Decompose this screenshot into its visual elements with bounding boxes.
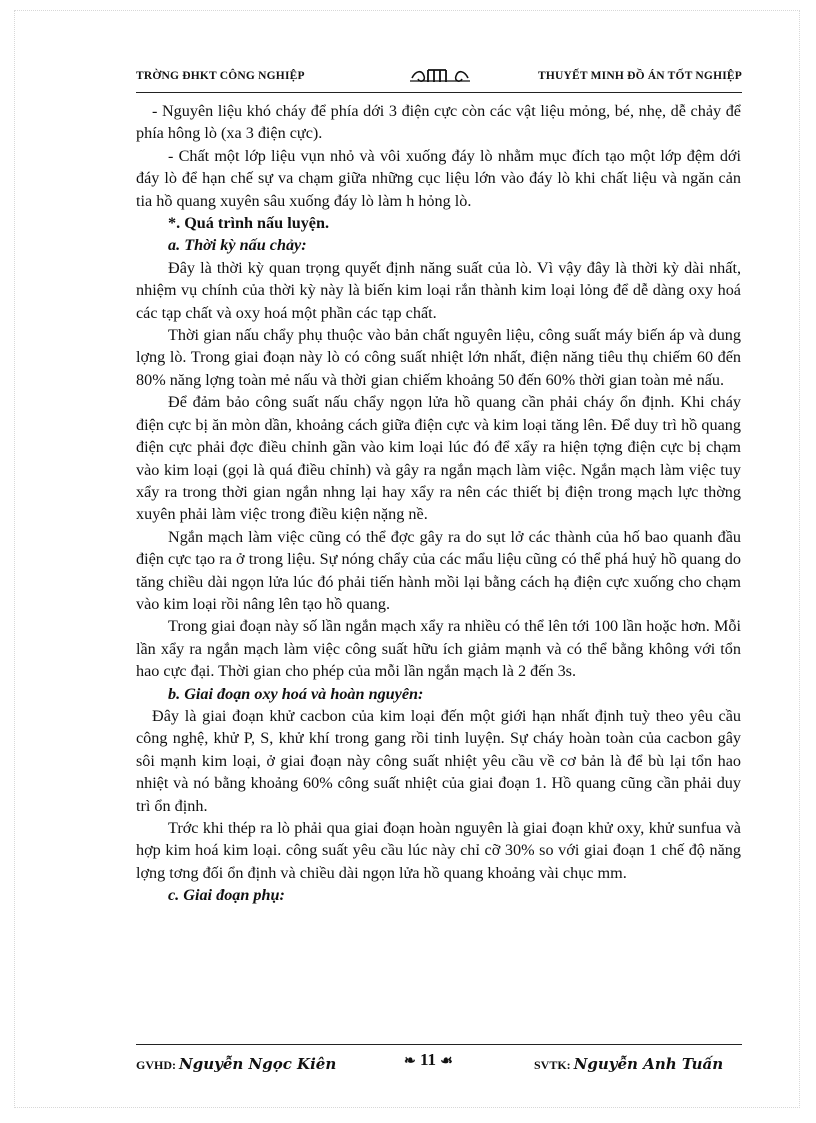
- student-label: SVTK:: [534, 1058, 571, 1072]
- supervisor-name: Nguyễn Ngọc Kiên: [179, 1055, 337, 1073]
- paragraph: Ngắn mạch làm việc cũng có thể đợc gây ra do sụt lở các thành của hố bao quanh đầu điện cực tạo ra ở trong liệu. Sự nóng chẩy của các mẩu liệu cũng có thể phá huỷ hồ quang do tăng chiều dài ngọn lửa lúc đó phải tiến hành mồi lại bằng cách hạ điện cực xuống cho chạm vào kim loại rồi nâng lên tạo hồ quang.: [136, 527, 741, 613]
- supervisor-label: GVHD:: [136, 1058, 176, 1072]
- paragraph: - Nguyên liệu khó cháy để phía dới 3 điện cực còn các vật liệu mỏng, bé, nhẹ, dễ chảy để phía hông lò (xa 3 điện cực).: [136, 102, 741, 143]
- subsection-heading: b. Giai đoạn oxy hoá và hoàn nguyên:: [168, 684, 424, 703]
- paragraph: Trong giai đoạn này số lần ngắn mạch xẩy ra nhiều có thể lên tới 100 lần hoặc hơn. Mỗi lần xẩy ra ngắn mạch làm việc công suất hữu ích giảm mạnh và có thể bằng không với tổn hao cực đại. Thời gian cho phép của mỗi lần ngắn mạch là 2 đến 3s.: [136, 617, 741, 681]
- paragraph: Để đảm bảo công suất nấu chẩy ngọn lửa hồ quang cần phải cháy ổn định. Khi cháy điện cực bị ăn mòn dần, khoảng cách giữa điện cực và kim loại tăng lên. Để duy trì hồ quang điện cực phải đợc điều chỉnh gần vào kim loại lúc đó để xẩy ra hiện tợng điện cực bị chạm vào kim loại (gọi là quá điều chỉnh) và gây ra ngắn mạch làm việc. Ngắn mạch làm việc tuy xẩy ra trong thời gian ngắn nhng lại hay xẩy ra nên các thiết bị điện trong mạch lực thờng xuyên phải làm việc trong điều kiện nặng nề.: [136, 393, 741, 524]
- footer-rule: [136, 1044, 742, 1045]
- paragraph: Đây là giai đoạn khử cacbon của kim loại đến một giới hạn nhất định tuỳ theo yêu cầu công nghệ, khử P, S, khử khí trong gang rồi tinh luyện. Sự cháy hoàn toàn của cacbon gây sôi mạnh kim loại, ở giai đoạn này công suất nhiệt yêu cầu về cơ bản là để bù lại tổn hao nhiệt và nó bằng khoảng 60% công suất nhiệt của giai đoạn 1. Hồ quang cũng cần phải duy trì ổn định.: [136, 706, 741, 815]
- student-name: Nguyễn Anh Tuấn: [573, 1055, 724, 1073]
- page-body: [136, 100, 741, 907]
- header-school: TRỜNG ĐHKT CÔNG NGHIỆP: [136, 70, 305, 82]
- section-heading: *. Quá trình nấu luyện.: [168, 214, 330, 233]
- subsection-heading: a. Thời kỳ nấu chảy:: [168, 236, 307, 255]
- page-number-block: [404, 1050, 453, 1070]
- paragraph: Thời gian nấu chẩy phụ thuộc vào bản chất nguyên liệu, công suất máy biến áp và dung lợng lò. Trong giai đoạn này lò có công suất nhiệt lớn nhất, điện năng tiêu thụ chiếm 60 đến 80% năng lợng toàn mẻ nấu và thời gian chiếm khoảng 50 đến 60% thời gian toàn mẻ nấu.: [136, 326, 741, 389]
- paragraph: Đây là thời kỳ quan trọng quyết định năng suất của lò. Vì vậy đây là thời kỳ dài nhất, nhiệm vụ chính của thời kỳ này là biến kim loại rắn thành kim loại lỏng để dễ dàng oxy hoá các tạp chất và oxy hoá một phần các tạp chất.: [136, 258, 741, 322]
- page-number: 11: [419, 1050, 437, 1069]
- paragraph: - Chất một lớp liệu vụn nhỏ và vôi xuống đáy lò nhằm mục đích tạo một lớp đệm dới đáy lò để hạn chế sự va chạm giữa những cục liệu lớn vào đáy lò khi chất liệu và ngăn cản tia hồ quang xuyên sâu xuống đáy lò làm h hỏng lò.: [136, 146, 741, 210]
- page-header: [136, 64, 742, 90]
- page-footer: [136, 1050, 742, 1076]
- student: [534, 1055, 723, 1073]
- subsection-heading: c. Giai đoạn phụ:: [168, 886, 285, 905]
- supervisor: [136, 1055, 336, 1073]
- scroll-ornament-icon: [408, 64, 472, 86]
- paragraph: Trớc khi thép ra lò phải qua giai đoạn hoàn nguyên là giai đoạn khử oxy, khử sunfua và hợp kim hoá kim loại. công suất yêu cầu lúc này chỉ cỡ 30% so với giai đoạn 1 chế độ năng lợng tơng đối ổn định và chiều dài ngọn lửa hồ quang khoảng vài chục mm.: [136, 819, 741, 882]
- header-title: THUYẾT MINH ĐỒ ÁN TỐT NGHIỆP: [537, 70, 742, 82]
- ornament-left-icon: ❧: [404, 1054, 416, 1069]
- ornament-right-icon: ☙: [440, 1054, 453, 1069]
- header-rule: [136, 92, 742, 93]
